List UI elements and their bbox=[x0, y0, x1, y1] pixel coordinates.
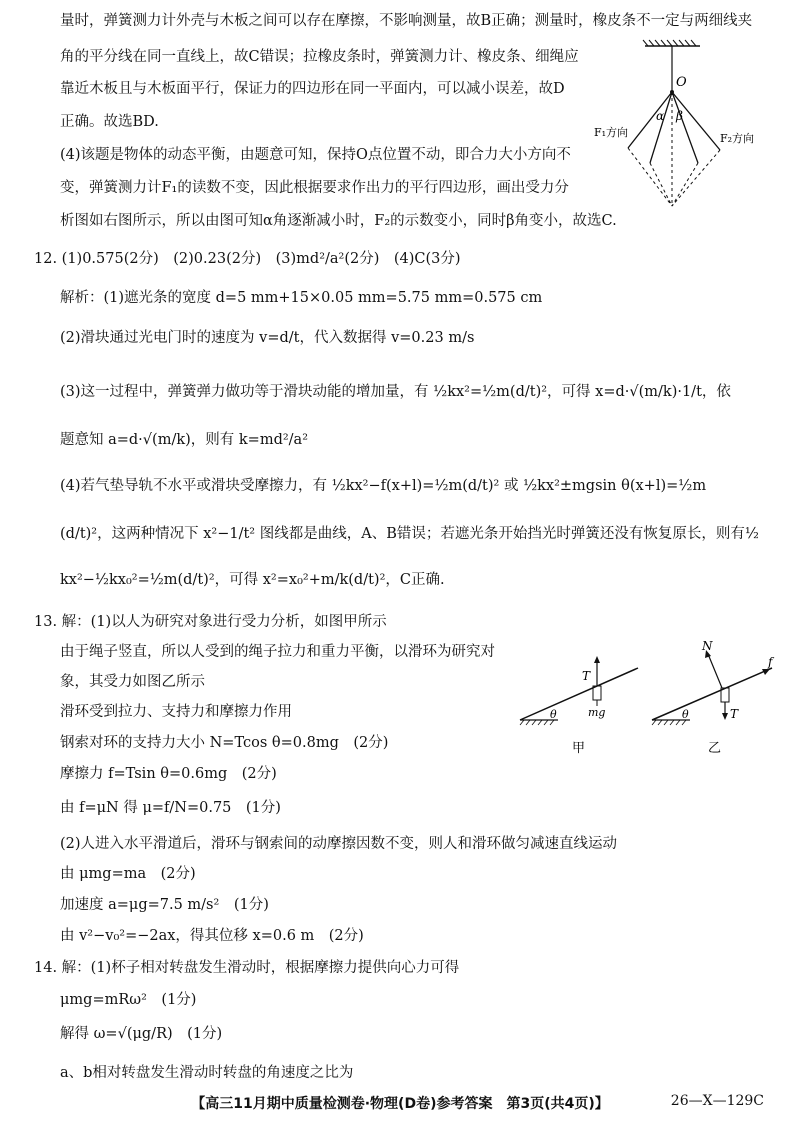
text-line-10: (2)滑块通过光电门时的速度为 v=d/t，代入数据得 v=0.23 m/s bbox=[60, 330, 475, 346]
label-n: N bbox=[702, 639, 713, 653]
text-line-20: 钢索对环的支持力大小 N=Tcos θ=0.8mg (2分) bbox=[60, 735, 389, 751]
text-line-5: (4)该题是物体的动态平衡，由题意可知，保持O点位置不动，即合力大小方向不 bbox=[60, 147, 571, 163]
text-line-21: 摩擦力 f=Tsin θ=0.6mg (2分) bbox=[60, 766, 277, 782]
text-line-9: 解析：(1)遮光条的宽度 d=5 mm+15×0.05 mm=5.75 mm=0.575 cm bbox=[60, 290, 543, 306]
label-t-jia: T bbox=[582, 669, 591, 683]
question-14-heading: 14. 解：(1)杯子相对转盘发生滑动时，根据摩擦力提供向心力可得 bbox=[34, 960, 460, 976]
text-line-2: 角的平分线在同一直线上，故C错误；拉橡皮条时，弹簧测力计、橡皮条、细绳应 bbox=[60, 49, 579, 65]
text-line-14: (d/t)²，这两种情况下 x²−1/t² 图线都是曲线，A、B错误；若遮光条开始挡光时弹簧还没有恢复原长，则有½ bbox=[60, 526, 759, 542]
label-t-yi: T bbox=[730, 707, 739, 721]
text-line-25: 加速度 a=μg=7.5 m/s² (1分) bbox=[60, 897, 269, 913]
page-footer bbox=[0, 1093, 800, 1113]
text-line-3: 靠近木板且与木板面平行，保证力的四边形在同一平面内，可以减小误差，故D bbox=[60, 81, 565, 97]
text-line-23: (2)人进入水平滑道后，滑环与钢索间的动摩擦因数不变，则人和滑环做匀减速直线运动 bbox=[60, 836, 618, 852]
text-line-11: (3)这一过程中，弹簧弹力做功等于滑块动能的增加量，有 ½kx²=½m(d/t)²，可得 x=d·√(m/k)·1/t，依 bbox=[60, 384, 731, 400]
text-line-4: 正确。故选BD. bbox=[60, 114, 159, 130]
footer-code: 26—X—129C bbox=[670, 1093, 764, 1109]
caption-yi: 乙 bbox=[708, 741, 722, 756]
text-line-29: 解得 ω=√(μg/R) (1分) bbox=[60, 1026, 223, 1042]
text-line-15: kx²−½kx₀²=½m(d/t)²，可得 x²=x₀²+m/k(d/t)²，C正确. bbox=[60, 572, 445, 588]
force-parallelogram-figure bbox=[590, 38, 770, 218]
text-line-18: 象，其受力如图乙所示 bbox=[60, 674, 205, 690]
text-line-22: 由 f=μN 得 μ=f/N=0.75 (1分) bbox=[60, 800, 281, 816]
text-line-7: 析图如右图所示，所以由图可知α角逐渐减小时，F₂的示数变小，同时β角变小，故选C. bbox=[60, 213, 617, 229]
figure-yi bbox=[650, 636, 780, 760]
caption-jia: 甲 bbox=[572, 741, 586, 756]
text-line-17: 由于绳子竖直，所以人受到的绳子拉力和重力平衡，以滑环为研究对 bbox=[60, 644, 495, 660]
text-line-6: 变，弹簧测力计F₁的读数不变，因此根据要求作出力的平行四边形，画出受力分 bbox=[60, 180, 569, 196]
text-line-30: a、b相对转盘发生滑动时转盘的角速度之比为 bbox=[60, 1065, 354, 1081]
label-theta-yi: θ bbox=[682, 708, 689, 721]
label-beta: β bbox=[676, 109, 683, 123]
label-f2-direction: F₂方向 bbox=[720, 132, 755, 145]
text-line-1: 量时，弹簧测力计外壳与木板之间可以存在摩擦，不影响测量，故B正确；测量时，橡皮条不一定与两细线夹 bbox=[60, 13, 753, 29]
question-13-heading: 13. 解：(1)以人为研究对象进行受力分析，如图甲所示 bbox=[34, 614, 387, 630]
label-f1-direction: F₁方向 bbox=[594, 126, 629, 139]
text-line-19: 滑环受到拉力、支持力和摩擦力作用 bbox=[60, 704, 292, 720]
label-alpha: α bbox=[656, 109, 665, 123]
figure-jia bbox=[518, 650, 648, 760]
question-12-answers: 12. (1)0.575(2分) (2)0.23(2分) (3)md²/a²(2分) (4)C(3分) bbox=[34, 251, 461, 267]
text-line-13: (4)若气垫导轨不水平或滑块受摩擦力，有 ½kx²−f(x+l)=½m(d/t)² 或 ½kx²±mgsin θ(x+l)=½m bbox=[60, 478, 707, 494]
text-line-26: 由 v²−v₀²=−2ax，得其位移 x=0.6 m (2分) bbox=[60, 928, 364, 944]
text-line-24: 由 μmg=ma (2分) bbox=[60, 866, 196, 882]
label-mg: mg bbox=[588, 706, 606, 719]
text-line-28: μmg=mRω² (1分) bbox=[60, 992, 197, 1008]
label-o: O bbox=[676, 75, 687, 90]
footer-title: 【高三11月期中质量检测卷·物理(D卷)参考答案 第3页(共4页)】 bbox=[191, 1096, 609, 1112]
label-theta-jia: θ bbox=[550, 708, 557, 721]
text-line-12: 题意知 a=d·√(m/k)，则有 k=md²/a² bbox=[60, 432, 309, 448]
label-f: f bbox=[768, 655, 773, 669]
